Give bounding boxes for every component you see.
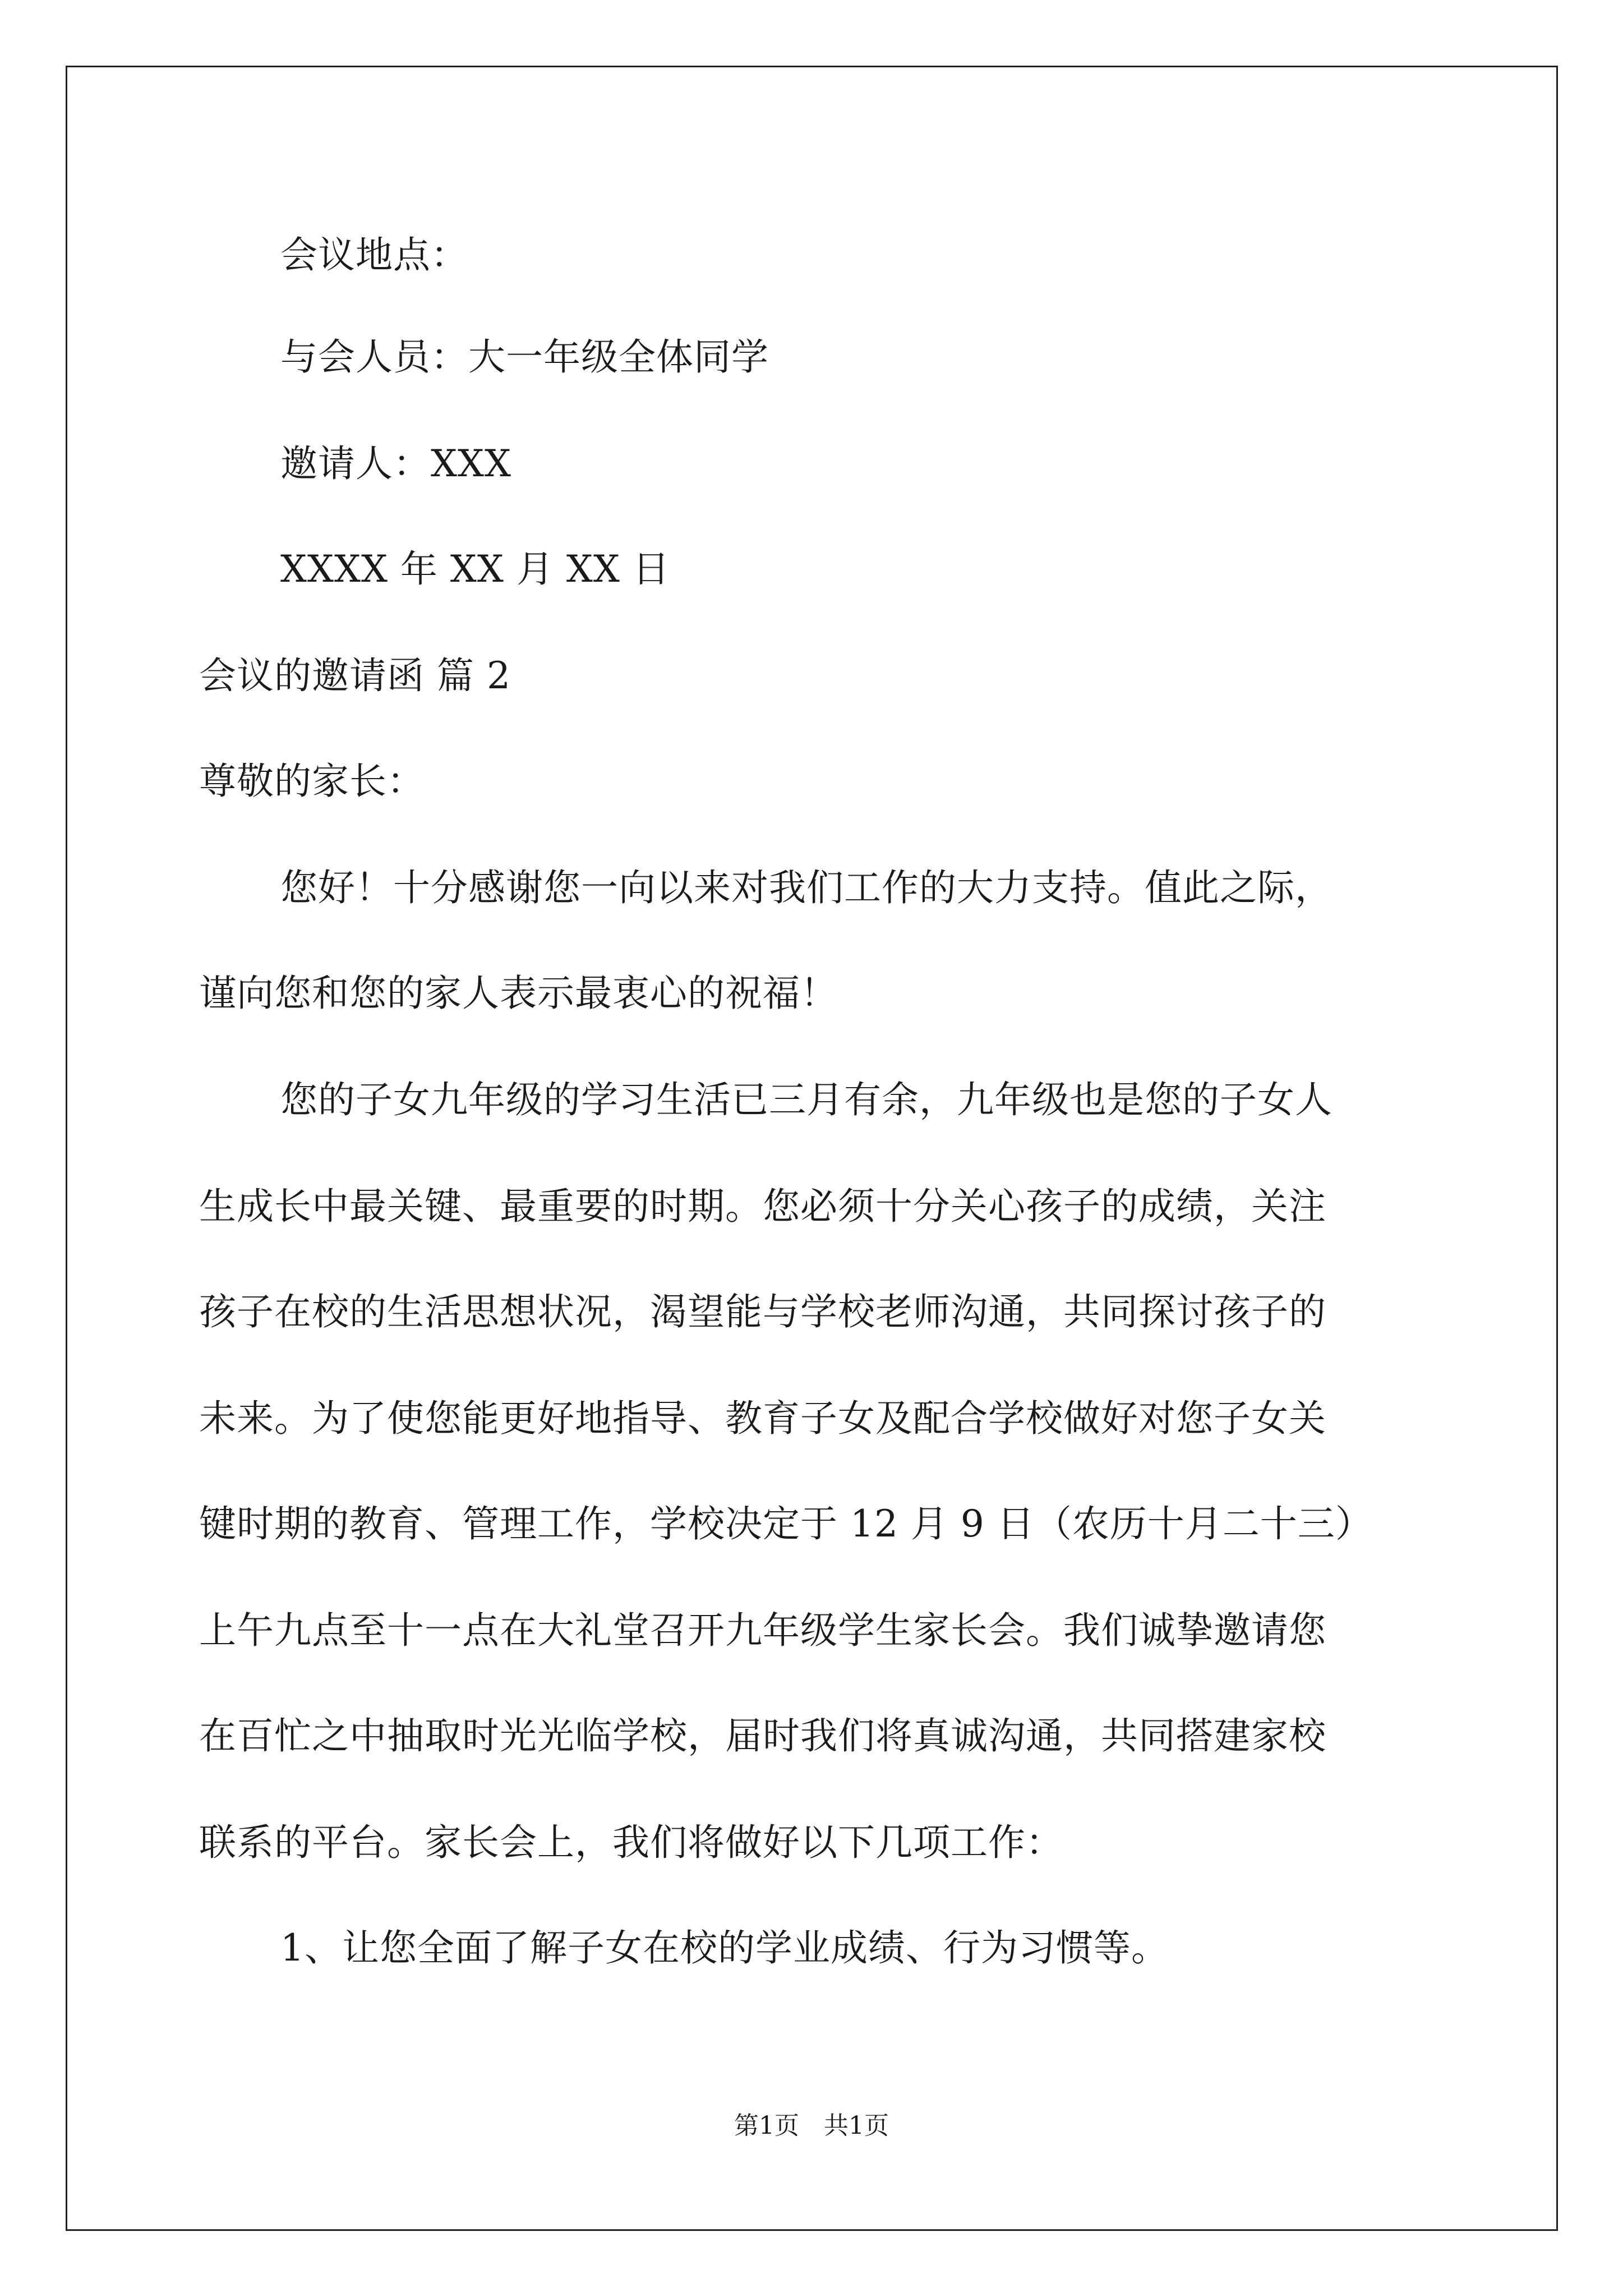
page-footer: 第1页 共1页 (734, 2111, 889, 2140)
paragraph-line: 您好！十分感谢您一向以来对我们工作的大力支持。值此之际， (280, 866, 1332, 909)
attendees-line: 与会人员：大一年级全体同学 (280, 335, 769, 379)
paragraph-line: 联系的平台。家长会上，我们将做好以下几项工作： (199, 1821, 1063, 1864)
paragraph-line: 在百忙之中抽取时光光临学校，届时我们将真诚沟通，共同搭建家校 (199, 1714, 1326, 1757)
paragraph-line: 未来。为了使您能更好地指导、教育子女及配合学校做好对您子女关 (199, 1397, 1326, 1440)
meeting-location-line: 会议地点： (280, 233, 468, 277)
paragraph-line: 您的子女九年级的学习生活已三月有余，九年级也是您的子女人 (280, 1078, 1332, 1121)
salutation: 尊敬的家长： (199, 760, 425, 803)
paragraph-line: 生成长中最关键、最重要的时期。您必须十分关心孩子的成绩，关注 (199, 1185, 1326, 1228)
list-item: 1、让您全面了解子女在校的学业成绩、行为习惯等。 (280, 1926, 1169, 1970)
paragraph-line: 上午九点至十一点在大礼堂召开九年级学生家长会。我们诚挚邀请您 (199, 1609, 1326, 1652)
paragraph-line: 谨向您和您的家人表示最衷心的祝福！ (199, 972, 838, 1015)
paragraph-line: 键时期的教育、管理工作，学校决定于 12 月 9 日（农历十月二十三） (199, 1502, 1373, 1545)
paragraph-line: 孩子在校的生活思想状况，渴望能与学校老师沟通，共同探讨孩子的 (199, 1290, 1326, 1333)
inviter-line: 邀请人：XXX (280, 442, 511, 485)
date-line: XXXX 年 XX 月 XX 日 (280, 547, 670, 591)
section-heading: 会议的邀请函 篇 2 (199, 654, 511, 697)
page-border (66, 66, 1558, 2231)
